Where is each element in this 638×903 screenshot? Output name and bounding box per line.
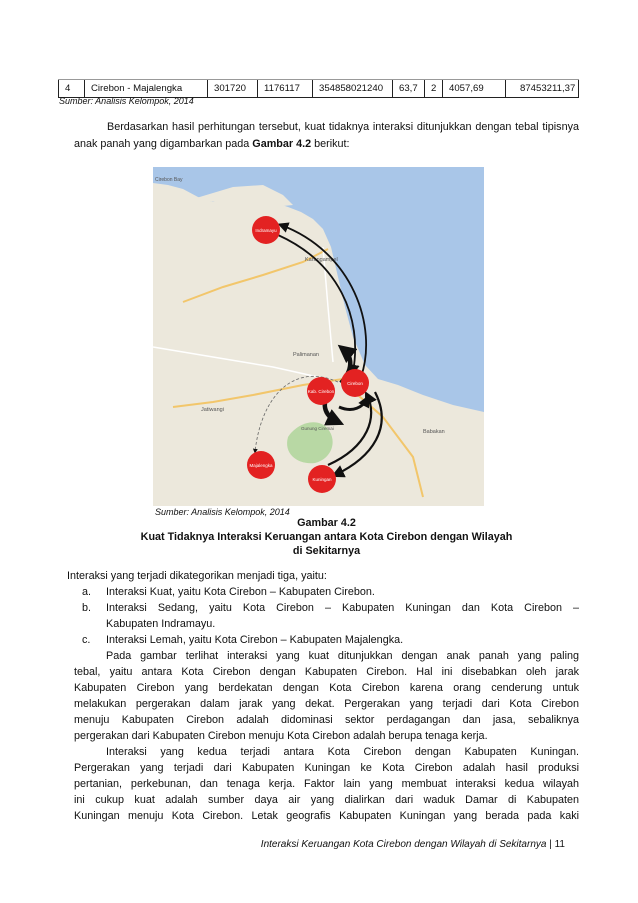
node-indramayu-label: Indramayu — [255, 228, 277, 233]
figure-number: Gambar 4.2 — [297, 517, 356, 529]
figure-source: Sumber: Analisis Kelompok, 2014 — [155, 507, 290, 517]
para2-line-1: Interaksi yang kedua terjadi antara Kota Cirebon dengan Kabupaten Kuningan. — [106, 746, 579, 758]
para2-line-5: Kuningan menuju Kota Cirebon. Letak geografis Kabupaten Kuningan yang berada pada kaki — [74, 810, 579, 822]
label-babakan: Babakan — [423, 429, 445, 435]
para2-line-3: pertanian, perkebunan, dan tenaga kerja. Faktor lain yang membuat interaksi kedua wilayah — [74, 778, 579, 790]
figure-title-line-2: di Sekitarnya — [292, 545, 361, 557]
figure-title-line-1: Kuat Tidaknya Interaksi Keruangan antara Kota Cirebon dengan Wilayah — [140, 531, 513, 543]
intro-figure-ref: Gambar 4.2 — [252, 137, 312, 150]
table-cell-v5: 2 — [424, 80, 442, 97]
interaction-map — [153, 167, 484, 506]
label-jatiwangi: Jatiwangi — [201, 407, 224, 413]
para1-line-4: melakukan pergerakan dalam jarak yang dekat. Pergerakan yang terjadi dari Kota Cirebon — [74, 698, 579, 710]
intro-tail: berikut: — [311, 137, 350, 150]
intro-paragraph — [74, 119, 579, 152]
label-bay: Cirebon Bay — [155, 177, 183, 183]
para1-line-3: Kabupaten Cirebon yang berdekatan dengan Kota Cirebon karena orang cenderung untuk — [74, 682, 579, 694]
node-kuningan-label: Kuningan — [312, 477, 332, 482]
label-palimanan: Palimanan — [293, 352, 319, 358]
list-marker-a: a. — [82, 586, 92, 598]
footer-page-number: 11 — [554, 839, 565, 850]
list-marker-c: c. — [82, 634, 91, 646]
list-item-c: Interaksi Lemah, yaitu Kota Cirebon – Kabupaten Majalengka. — [106, 634, 404, 646]
label-gunung: Gunung Ciremai — [301, 426, 334, 431]
intro-text: Berdasarkan hasil perhitungan tersebut, kuat tidaknya interaksi ditunjukkan dengan tebal tipisnya anak panah yang digambarkan pada — [74, 121, 579, 150]
para1-line-2: tebal, yaitu antara Kota Cirebon dengan Kabupaten Cirebon. Hal ini disebabkan oleh jarak — [74, 666, 579, 678]
table-cell-v1: 301720 — [207, 80, 257, 97]
list-item-b-cont: Kabupaten Indramayu. — [106, 618, 216, 630]
para2-line-4: ini cukup kuat adalah sumber daya air yang dialirkan dari waduk Damar di Kabupaten — [74, 794, 579, 806]
node-kota-cirebon-label: Cirebon — [347, 381, 363, 386]
list-marker-b: b. — [82, 602, 92, 614]
para1-line-5: menuju Kabupaten Cirebon adalah didominasi sektor perdagangan dan jasa, sebaliknya — [74, 714, 579, 726]
node-kab-cirebon-label: Kab. Cirebon — [307, 389, 335, 394]
table-cell-no: 4 — [58, 80, 80, 97]
map-svg — [153, 167, 484, 506]
para1-line-6: pergerakan dari Kabupaten Cirebon menuju Kota Cirebon adalah berupa tenaga kerja. — [74, 730, 488, 742]
table-cell-v3: 354858021240 — [312, 80, 392, 97]
para2-line-2: Pergerakan yang terjadi dari Kabupaten Kuningan ke Kota Cirebon adalah hasil produksi — [74, 762, 579, 774]
table-source: Sumber: Analisis Kelompok, 2014 — [59, 96, 194, 106]
page-footer — [261, 839, 565, 850]
table-cell-v7: 87453211,37 — [505, 80, 579, 97]
table-cell-v2: 1176117 — [257, 80, 312, 97]
list-intro: Interaksi yang terjadi dikategorikan menjadi tiga, yaitu: — [67, 570, 327, 582]
node-majalengka-label: Majalengka — [249, 463, 273, 468]
table-cell-route: Cirebon - Majalengka — [84, 80, 204, 97]
label-karangampel: Karangampel — [305, 257, 338, 263]
list-item-b: Interaksi Sedang, yaitu Kota Cirebon – Kabupaten Kuningan dan Kota Cirebon – — [106, 602, 579, 614]
footer-title: Interaksi Keruangan Kota Cirebon dengan Wilayah di Sekitarnya — [260, 839, 547, 850]
table-cell-v4: 63,7 — [392, 80, 424, 97]
table-cell-v6: 4057,69 — [442, 80, 505, 97]
para1-line-1: Pada gambar terlihat interaksi yang kuat ditunjukkan dengan anak panah yang paling — [106, 650, 579, 662]
list-item-a: Interaksi Kuat, yaitu Kota Cirebon – Kabupaten Cirebon. — [106, 586, 375, 598]
footer-separator: | — [549, 839, 552, 850]
